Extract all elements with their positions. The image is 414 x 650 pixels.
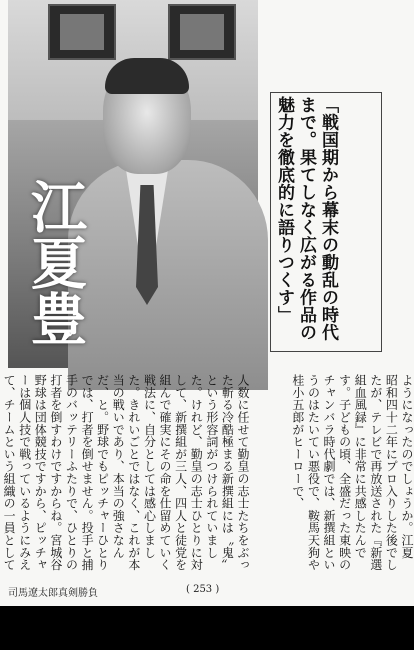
portrait-photo bbox=[8, 0, 258, 368]
headline-box bbox=[270, 92, 382, 352]
picture-frame-right bbox=[168, 4, 236, 60]
subject-hair bbox=[105, 58, 189, 94]
body-text-left-column: 人数に任せて勤皇の志士たちをぶった斬る冷酷極まる新撰組には〝鬼〟という形容詞がつけられていました。けれど、勤皇の志士ひとりに対して、新撰組が三人、四人と徒党を組んで確実にその命を仕留めていく戦法に、自分としては感心しました。きれいごとではなく、これが本当の戦いであり、本当の強さなんだ、と。野球でもピッチャーひとりでは、打者を倒せません。投手と捕手のバッテリーふたりで、ひとりの打者を倒すわけですからね。宮城谷 野球は団体競技ですから、ピッチャーは個人技で戦っているようにみえて、チームという組織の一員として bbox=[2, 374, 250, 571]
page-number: ( 253 ) bbox=[186, 584, 220, 595]
series-title: 司馬遼太郎真剣勝負 bbox=[8, 588, 98, 599]
subject-suit bbox=[68, 160, 268, 390]
picture-frame-left bbox=[48, 4, 116, 60]
body-text-right-column: ようになったのでしょうか。江夏 昭和四十二年にプロ入りした後でしたが、テレビで再放送された『新選組血風録』に非常に共感したんです。子どもの頃、全盛だった東映のチャンバラ時代劇では、新撰組というのはたいてい悪役で、鞍馬天狗や桂小五郎がヒーローで、 bbox=[290, 374, 414, 571]
headline-text: 「戦国期から幕末の動乱の時代まで。果てしなく広がる作品の魅力を徹底的に語りつくす」 bbox=[274, 96, 338, 341]
interviewee-name: 江夏豊 bbox=[22, 178, 88, 346]
